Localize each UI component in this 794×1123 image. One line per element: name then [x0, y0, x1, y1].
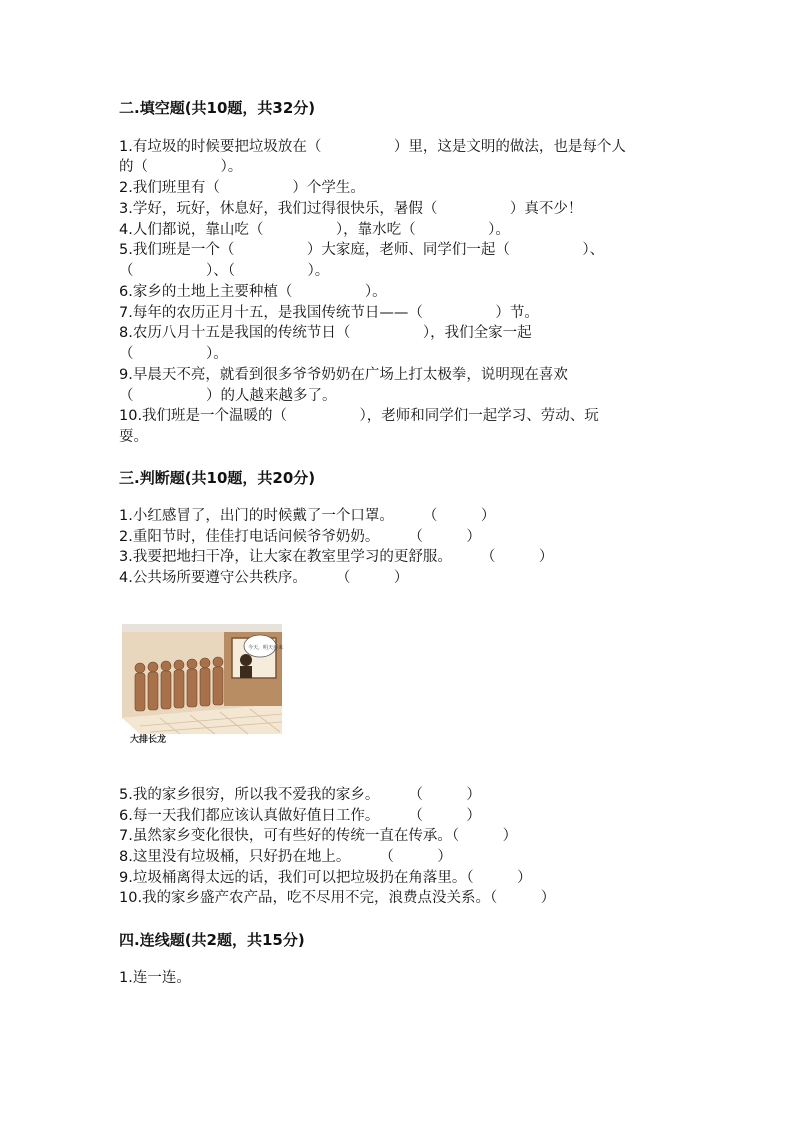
question-line: 4.公共场所要遵守公共秩序。 （ ）	[119, 570, 409, 586]
queue-illustration	[120, 622, 284, 746]
question-line: （ ）、（ ）。	[119, 263, 330, 279]
question-line: 5.我的家乡很穷，所以我不爱我的家乡。 （ ）	[119, 787, 481, 803]
question-line: 7.虽然家乡变化很快，可有些好的传统一直在传承。（ ）	[119, 828, 518, 844]
question-line: 7.每年的农历正月十五，是我国传统节日——（ ）节。	[119, 305, 539, 321]
speech-bubble-text: 今天，明天再来	[248, 645, 284, 651]
question-line: 6.每一天我们都应该认真做好值日工作。 （ ）	[119, 808, 481, 824]
question-line: 9.垃圾桶离得太远的话，我们可以把垃圾扔在角落里。（ ）	[119, 870, 532, 886]
question-line: （ ）。	[119, 346, 228, 362]
question-line: 10.我的家乡盛产农产品，吃不尽用不完，浪费点没关系。（ ）	[119, 890, 556, 906]
question-line: 4.人们都说，靠山吃（ ），靠水吃（ ）。	[119, 222, 510, 238]
question-line: 9.早晨天不亮，就看到很多爷爷奶奶在广场上打太极拳，说明现在喜欢	[119, 367, 568, 383]
section-title-match: 四.连线题(共2题，共15分)	[119, 931, 305, 949]
question-line: 1.有垃圾的时候要把垃圾放在（ ）里，这是文明的做法，也是每个人	[119, 139, 626, 155]
question-line: 的（ ）。	[119, 159, 243, 175]
question-line: 2.重阳节时，佳佳打电话问候爷爷奶奶。 （ ）	[119, 529, 481, 545]
section-title-fill: 二.填空题(共10题，共32分)	[119, 99, 316, 117]
question-line: 6.家乡的土地上主要种植（ ）。	[119, 284, 387, 300]
question-line: 10.我们班是一个温暖的（ ），老师和同学们一起学习、劳动、玩	[119, 408, 599, 424]
question-line: 1.小红感冒了，出门的时候戴了一个口罩。 （ ）	[119, 508, 496, 524]
question-line: （ ）的人越来越多了。	[119, 388, 337, 404]
question-line: 8.这里没有垃圾桶，只好扔在地上。 （ ）	[119, 849, 452, 865]
section-title-judge: 三.判断题(共10题，共20分)	[119, 469, 316, 487]
question-line: 3.学好，玩好，休息好，我们过得很快乐，暑假（ ）真不少！	[119, 201, 583, 217]
question-line: 1.连一连。	[119, 970, 191, 986]
question-line: 8.农历八月十五是我国的传统节日（ ），我们全家一起	[119, 325, 532, 341]
question-line: 5.我们班是一个（ ）大家庭，老师、同学们一起（ ）、	[119, 242, 605, 258]
question-line: 耍。	[119, 429, 148, 445]
question-line: 2.我们班里有（ ）个学生。	[119, 180, 365, 196]
question-line: 3.我要把地扫干净，让大家在教室里学习的更舒服。 （ ）	[119, 549, 554, 565]
illustration-caption: 大排长龙	[130, 735, 167, 745]
